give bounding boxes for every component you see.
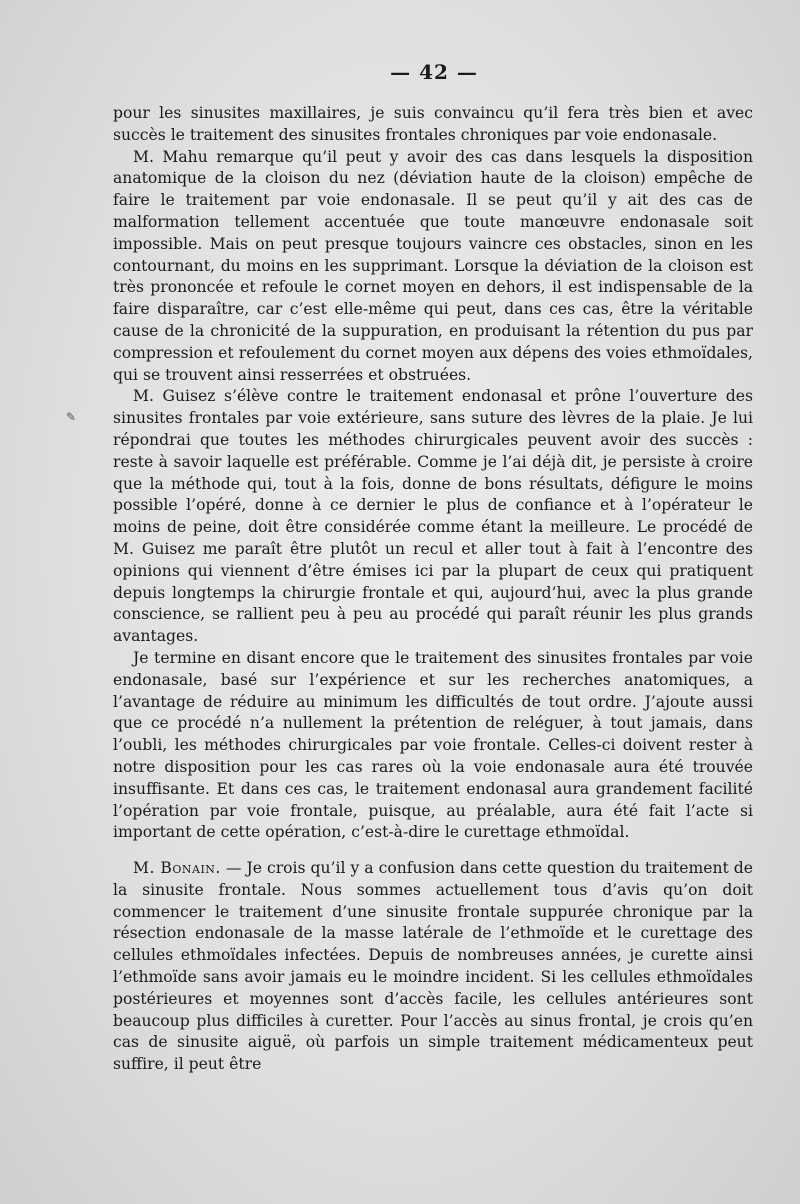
paragraph-mahu: M. Mahu remarque qu’il peut y avoir des cas dans lesquels la disposition anatomique de la cloison du nez (déviation haute de la cloison) empêche de faire le traitement par voie endonasale. Il se peut qu’il y ait des cas de malformation tellement accentuée que toute manœuvre endonasale soit impossible. Mais on peut presque toujours vaincre ces obstacles, sinon en les contournant, du moins en les supprimant. Lorsque la déviation de la cloison est très prononcée et refoule le cornet moyen en dehors, il est indispensable de la faire disparaître, car c’est elle-même qui peut, dans ces cas, être la véritable cause de la chronicité de la suppuration, en produisant la rétention du pus par compression et refoulement du cornet moyen aux dépens des voies ethmoïdales, qui se trouvent ainsi resserrées et obstruées.	[113, 147, 753, 384]
page-number: — 42 —	[390, 60, 478, 84]
speaker-name: M. Bonain.	[133, 859, 221, 878]
margin-mark: ✎	[66, 410, 77, 424]
paragraph-continuation: pour les sinusites maxillaires, je suis convaincu qu’il fera très bien et avec succès le traitement des sinusites frontales chroniques par voie endonasale.	[113, 104, 753, 144]
speaker-text: — Je crois qu’il y a confusion dans cette question du traitement de la sinusite frontale. Nous sommes actuellement tous d’avis qu’on doit commencer le traitement d’une sinusite frontale suppurée chronique par la résection endonasale de la masse latérale de l’ethmoïde et le curettage des cellules ethmoïdales infectées. Depuis de nombreuses années, je curette ainsi l’ethmoïde sans avoir jamais eu le moindre incident. Si les cellules ethmoïdales postérieures et moyennes sont d’accès facile, les cellules antérieures sont beaucoup plus difficiles à curetter. Pour l’accès au sinus frontal, je crois qu’en cas de sinusite aiguë, où parfois un simple traitement médicamenteux peut suffire, il peut être	[113, 859, 754, 1074]
text-body	[113, 103, 753, 1076]
paragraph-bonain	[113, 858, 753, 1076]
paragraph-guisez: M. Guisez s’élève contre le traitement endonasal et prône l’ouverture des sinusites frontales par voie extérieure, sans suture des lèvres de la plaie. Je lui répondrai que toutes les méthodes chirurgicales peuvent avoir des succès : reste à savoir laquelle est préférable. Comme je l’ai déjà dit, je persiste à croire que la méthode qui, tout à la fois, donne de bons résultats, défigure le moins possible l’opéré, donne à ce dernier le plus de confiance et à l’opérateur le moins de peine, doit être considérée comme étant la meilleure. Le procédé de M. Guisez me paraît être plutôt un recul et aller tout à fait à l’encontre des opinions qui viennent d’être émises ici par la plupart de ceux qui pratiquent depuis longtemps la chirurgie frontale et qui, aujourd’hui, avec la plus grande conscience, se rallient peu à peu au procédé qui paraît réunir les plus grands avantages.	[113, 387, 753, 646]
paragraph-conclusion: Je termine en disant encore que le traitement des sinusites frontales par voie endonasale, basé sur l’expérience et sur les recherches anatomiques, a l’avantage de réduire au minimum les difficultés de tout ordre. J’ajoute aussi que ce procédé n’a nullement la prétention de reléguer, à tout jamais, dans l’oubli, les méthodes chirurgicales par voie frontale. Celles-ci doivent rester à notre disposition pour les cas rares où la voie endonasale aura été trouvée insuffisante. Et dans ces cas, le traitement endonasal aura grandement facilité l’opération par voie frontale, puisque, au préalable, aura été fait l’acte si important de cette opération, c’est-à-dire le curettage ethmoïdal.	[113, 648, 753, 842]
